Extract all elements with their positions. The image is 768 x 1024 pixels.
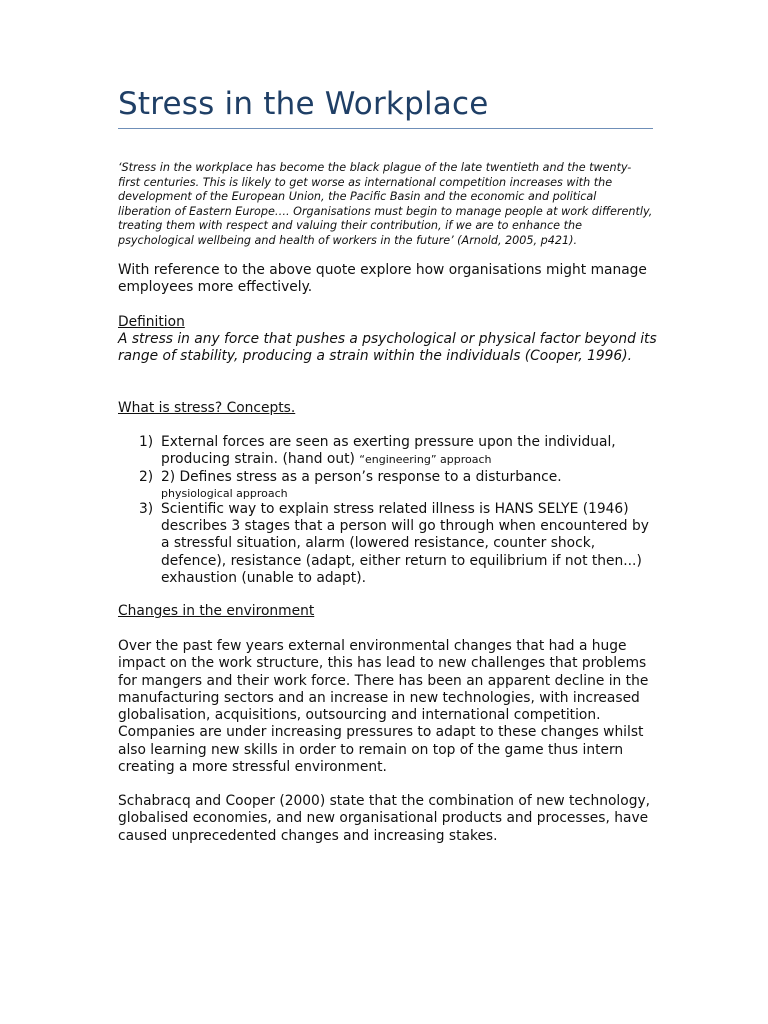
- concept-text: 2) Defines stress as a person’s response to a disturbance.: [161, 468, 562, 485]
- concepts-list: [118, 434, 658, 587]
- concept-text: External forces are seen as exerting pressure upon the individual, producing strain. (hand out): [161, 434, 616, 468]
- definition-heading: Definition: [118, 314, 185, 330]
- title-divider: [118, 128, 653, 129]
- document-title: Stress in the Workplace: [118, 86, 489, 122]
- environment-heading: Changes in the environment: [118, 603, 315, 619]
- concept-note: “engineering” approach: [359, 453, 492, 467]
- concept-text: Scientific way to explain stress related illness is HANS SELYE (1946) describes 3 stages that a person will go through when encountered by a stressful situation, alarm (lowered resistance, counter shock, defence), resistance (adapt, either return to equilibrium if not then...) exhaustion (unable to adapt).: [161, 500, 649, 587]
- concept-item-3: [118, 501, 658, 587]
- list-number: 3): [139, 500, 154, 517]
- opening-quote: ‘Stress in the workplace has become the black plague of the late twentieth and the twenty-first centuries. This is likely to get worse as international competition increases with the development of the European Union, the Pacific Basin and the economic and political liberation of Eastern Europe…. Organisations must begin to manage people at work differently, treating them with respect and valuing their contribution, if we are to enhance the psychological wellbeing and health of workers in the future’ (Arnold, 2005, p421).: [118, 161, 653, 247]
- concepts-heading: What is stress? Concepts.: [118, 400, 296, 416]
- environment-paragraph: Over the past few years external environmental changes that had a huge impact on the work structure, this has lead to new challenges that problems for mangers and their work force. There has been an apparent decline in the manufacturing sectors and an increase in new technologies, with increased globalisation, acquisitions, outsourcing and international competition. Companies are under increasing pressures to adapt to these changes whilst also learning new skills in order to remain on top of the game thus intern creating a more stressful environment.: [118, 638, 649, 776]
- concept-item-2: [118, 469, 658, 501]
- essay-prompt: With reference to the above quote explore how organisations might manage employees more effectively.: [118, 262, 647, 296]
- concept-note: physiological approach: [161, 486, 288, 500]
- definition-text: A stress in any force that pushes a psychological or physical factor beyond its range of stability, producing a strain within the individuals (Cooper, 1996).: [118, 331, 657, 365]
- citation-paragraph: Schabracq and Cooper (2000) state that the combination of new technology, globalised economies, and new organisational products and processes, have caused unprecedented changes and increasing stakes.: [118, 793, 651, 844]
- list-number: 2): [139, 468, 154, 485]
- concept-item-1: [118, 434, 658, 469]
- list-number: 1): [139, 434, 154, 450]
